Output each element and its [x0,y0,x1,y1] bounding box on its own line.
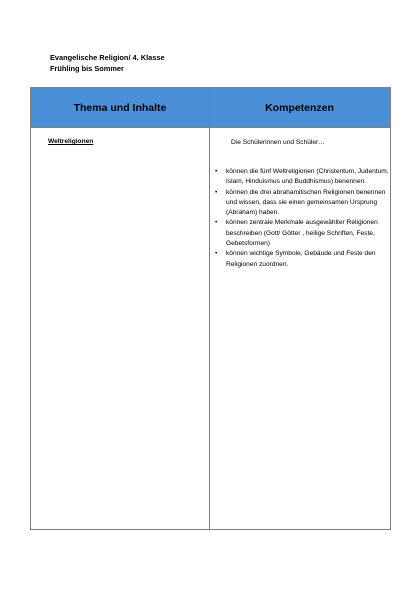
column-header-competencies: Kompetenzen [265,101,334,114]
table-header-row [31,88,390,128]
list-item [211,249,389,270]
competency-text: können wichtige Symbole, Gebäude und Feste den Religionen zuordnen. [226,250,376,268]
competency-text: können die drei abrahamitischen Religionen benennen und wissen, dass sie einen gemeinsamen Ursprung (Abraham) haben. [226,188,386,217]
competency-intro: Die Schülerinnen und Schüler… [231,139,325,146]
curriculum-table [30,87,391,530]
list-item [211,218,389,249]
bullet-icon: • [215,168,218,175]
subject-grade-title: Evangelische Religion/ 4. Klasse [50,53,165,62]
column-divider [209,88,210,529]
competency-text: können zentrale Merkmale ausgewählter Religionen beschreiben (Gott/ Götter , heilige Schriften, Feste, Gebetsformen) [226,219,378,248]
competency-list [211,167,389,270]
bullet-icon: • [215,188,218,196]
list-item [211,167,389,188]
bullet-icon: • [215,250,218,258]
column-header-topics: Thema und Inhalte [73,101,167,114]
bullet-icon: • [215,219,218,227]
document-header [50,52,165,74]
list-item [211,188,389,219]
competency-text: können die fünf Weltreligionen (Christentum, Judentum, Islam, Hinduismus und Buddhismus) benennen. [226,168,389,186]
topic-label: Weltreligionen [48,138,94,145]
period-subtitle: Frühling bis Sommer [50,64,124,73]
